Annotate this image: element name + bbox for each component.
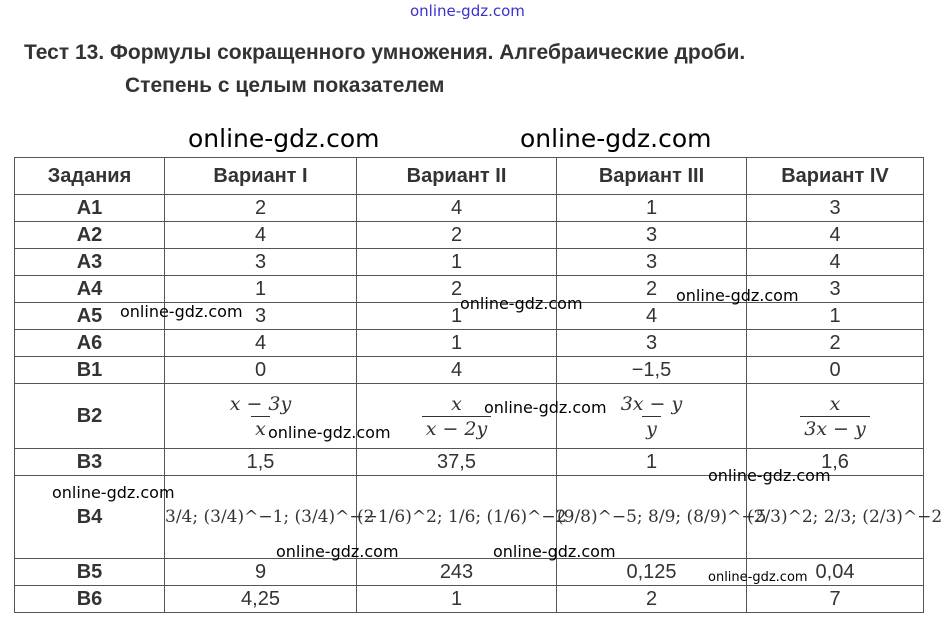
table-cell: 0,04: [747, 559, 924, 586]
row-label: A2: [15, 222, 165, 249]
watermark-b5-right: online-gdz.com: [708, 570, 808, 585]
fraction-numerator: 3x − y: [620, 392, 683, 415]
table-cell: 4: [357, 357, 557, 384]
table-cell: 0: [747, 357, 924, 384]
table-cell: [747, 384, 924, 449]
table-cell: 9: [165, 559, 357, 586]
watermark-top: online-gdz.com: [410, 2, 525, 20]
table-cell: 3: [747, 276, 924, 303]
table-cell: 3: [557, 222, 747, 249]
table-cell: 0,125: [557, 559, 747, 586]
table-row: [15, 330, 924, 357]
row-label: B2: [15, 384, 165, 449]
table-cell: (−1/6)^2; 1/6; (1/6)^−2: [357, 476, 557, 559]
table-cell: 2: [557, 276, 747, 303]
table-row: [15, 357, 924, 384]
watermark-b4-bottom-mid: online-gdz.com: [493, 542, 616, 561]
table-cell: 2: [357, 222, 557, 249]
table-row: [15, 222, 924, 249]
fraction-denominator: y: [642, 416, 661, 440]
watermark-big-right: online-gdz.com: [520, 124, 712, 153]
fraction-denominator: x − 2y: [422, 416, 492, 440]
row-label: B4: [15, 476, 165, 559]
header-tasks: Задания: [15, 158, 165, 195]
fraction-denominator: x: [251, 416, 270, 440]
watermark-b4-left: online-gdz.com: [52, 483, 175, 502]
row-label: A1: [15, 195, 165, 222]
watermark-b4-bottom-left: online-gdz.com: [276, 542, 399, 561]
table-cell: 2: [357, 276, 557, 303]
table-cell: 3: [557, 249, 747, 276]
header-variant-1: Вариант I: [165, 158, 357, 195]
header-variant-3: Вариант III: [557, 158, 747, 195]
table-cell: 243: [357, 559, 557, 586]
table-cell: 2: [165, 195, 357, 222]
row-label: B6: [15, 586, 165, 613]
table-cell: 1: [747, 303, 924, 330]
table-cell: 4,25: [165, 586, 357, 613]
row-label: A3: [15, 249, 165, 276]
watermark-a5-left: online-gdz.com: [120, 302, 243, 321]
fraction-numerator: x: [829, 392, 841, 415]
table-row: [15, 384, 924, 449]
page-subtitle: Степень с целым показателем: [125, 74, 445, 97]
table-cell: (9/8)^−5; 8/9; (8/9)^−5: [557, 476, 747, 559]
table-cell: 1: [165, 276, 357, 303]
row-label: B5: [15, 559, 165, 586]
fraction-numerator: x − 3y: [229, 392, 292, 415]
table-cell: 2: [557, 586, 747, 613]
watermark-b2-left: online-gdz.com: [268, 423, 391, 442]
header-variant-2: Вариант II: [357, 158, 557, 195]
table-cell: 4: [747, 222, 924, 249]
page-title: Тест 13. Формулы сокращенного умножения. Алгебраические дроби.: [24, 41, 746, 64]
table-row: [15, 195, 924, 222]
header-variant-4: Вариант IV: [747, 158, 924, 195]
table-cell: (2/3)^2; 2/3; (2/3)^−2: [747, 476, 924, 559]
fraction-denominator: 3x − y: [800, 416, 870, 440]
table-cell: 1: [557, 195, 747, 222]
table-cell: 3: [165, 303, 357, 330]
table-cell: 4: [357, 195, 557, 222]
row-label: A6: [15, 330, 165, 357]
table-cell: 1: [357, 330, 557, 357]
fraction: [422, 393, 492, 440]
table-row: [15, 249, 924, 276]
table-cell: 4: [165, 222, 357, 249]
watermark-b2-mid: online-gdz.com: [484, 398, 607, 417]
watermark-b3-right: online-gdz.com: [708, 466, 831, 485]
table-cell: −1,5: [557, 357, 747, 384]
table-cell: 4: [747, 249, 924, 276]
table-cell: 3: [747, 195, 924, 222]
table-cell: 3: [165, 249, 357, 276]
table-cell: 1: [357, 303, 557, 330]
watermark-a4-right: online-gdz.com: [676, 286, 799, 305]
table-cell: 1: [357, 249, 557, 276]
table-cell: 1: [357, 586, 557, 613]
table-cell: 1,6: [747, 449, 924, 476]
fraction: [617, 393, 687, 440]
row-label: B3: [15, 449, 165, 476]
row-label: A4: [15, 276, 165, 303]
table-row: [15, 586, 924, 613]
table-cell: 0: [165, 357, 357, 384]
table-header-row: [15, 158, 924, 195]
watermark-big-left: online-gdz.com: [188, 124, 380, 153]
row-label: B1: [15, 357, 165, 384]
table-cell: 7: [747, 586, 924, 613]
table-cell: 37,5: [357, 449, 557, 476]
row-label: A5: [15, 303, 165, 330]
fraction: [800, 393, 870, 440]
table-cell: 3/4; (3/4)^−1; (3/4)^−2: [165, 476, 357, 559]
answers-table: [14, 157, 942, 613]
table-cell: 2: [747, 330, 924, 357]
table-cell: 4: [557, 303, 747, 330]
watermark-a4-mid: online-gdz.com: [460, 294, 583, 313]
table-cell: 1: [557, 449, 747, 476]
table-cell: 4: [165, 330, 357, 357]
table-cell: 3: [557, 330, 747, 357]
fraction-numerator: x: [451, 392, 462, 415]
table-cell: 1,5: [165, 449, 357, 476]
